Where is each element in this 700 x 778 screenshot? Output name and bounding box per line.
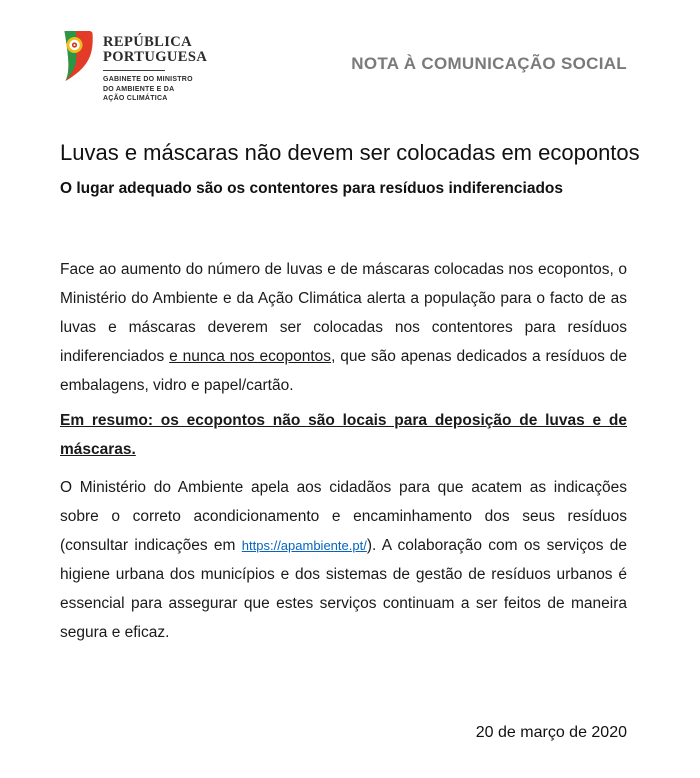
document-date: 20 de março de 2020: [475, 723, 627, 741]
header: [60, 28, 627, 104]
apambiente-link[interactable]: https://apambiente.pt/: [241, 537, 367, 553]
document-body: [60, 139, 640, 742]
paragraph-2-summary: Em resumo: os ecopontos não são locais para deposição de luvas e de máscaras.: [60, 411, 627, 458]
department-name: [103, 75, 207, 104]
paragraph-3-text-start: O Ministério do Ambiente apela aos cidadãos para que acatem as indicações sobre o correto acondicionamento e encaminhamento dos seus resíduos (consultar indicações em: [60, 478, 627, 554]
doc-type-heading: NOTA À COMUNICAÇÃO SOCIAL: [351, 54, 627, 73]
republic-name: [103, 35, 207, 65]
emblem-shield-dot: [74, 44, 76, 46]
paragraph-3-text-end: ). A colaboração com os serviços de higiene urbana dos municípios e dos sistemas de gestão de resíduos urbanos é essencial para assegurar que estes serviços continuam a ser feitos de maneira segura e eficaz.: [60, 536, 627, 641]
paragraph-1: [60, 255, 627, 400]
department-line2: DO AMBIENTE E DA: [103, 85, 175, 93]
logo-text-block: [103, 28, 207, 104]
paragraph-1-text-end: , que são apenas dedicados a resíduos de embalagens, vidro e papel/cartão.: [60, 347, 628, 394]
logo-divider: [103, 70, 165, 71]
portugal-flag-emblem-icon: [60, 30, 94, 82]
republic-line2: PORTUGUESA: [103, 49, 208, 65]
page-title: Luvas e máscaras não devem ser colocadas em ecopontos: [60, 139, 640, 165]
paragraph-3: [60, 473, 627, 647]
gov-logo: [60, 28, 207, 104]
department-line3: AÇÃO CLIMÁTICA: [103, 95, 168, 102]
paragraph-1-underlined-text: e nunca nos ecopontos: [169, 347, 332, 365]
paragraph-1-text-start: Face ao aumento do número de luvas e de máscaras colocadas nos ecopontos, o Ministério do Ambiente e da Ação Climática alerta a população para o facto de as luvas e máscaras deverem ser colocadas nos contentores para resíduos indiferenciados: [60, 260, 627, 365]
republic-line1: REPÚBLICA: [103, 34, 192, 50]
department-line1: GABINETE DO MINISTRO: [103, 76, 193, 83]
page-subtitle: O lugar adequado são os contentores para resíduos indiferenciados: [60, 179, 564, 197]
